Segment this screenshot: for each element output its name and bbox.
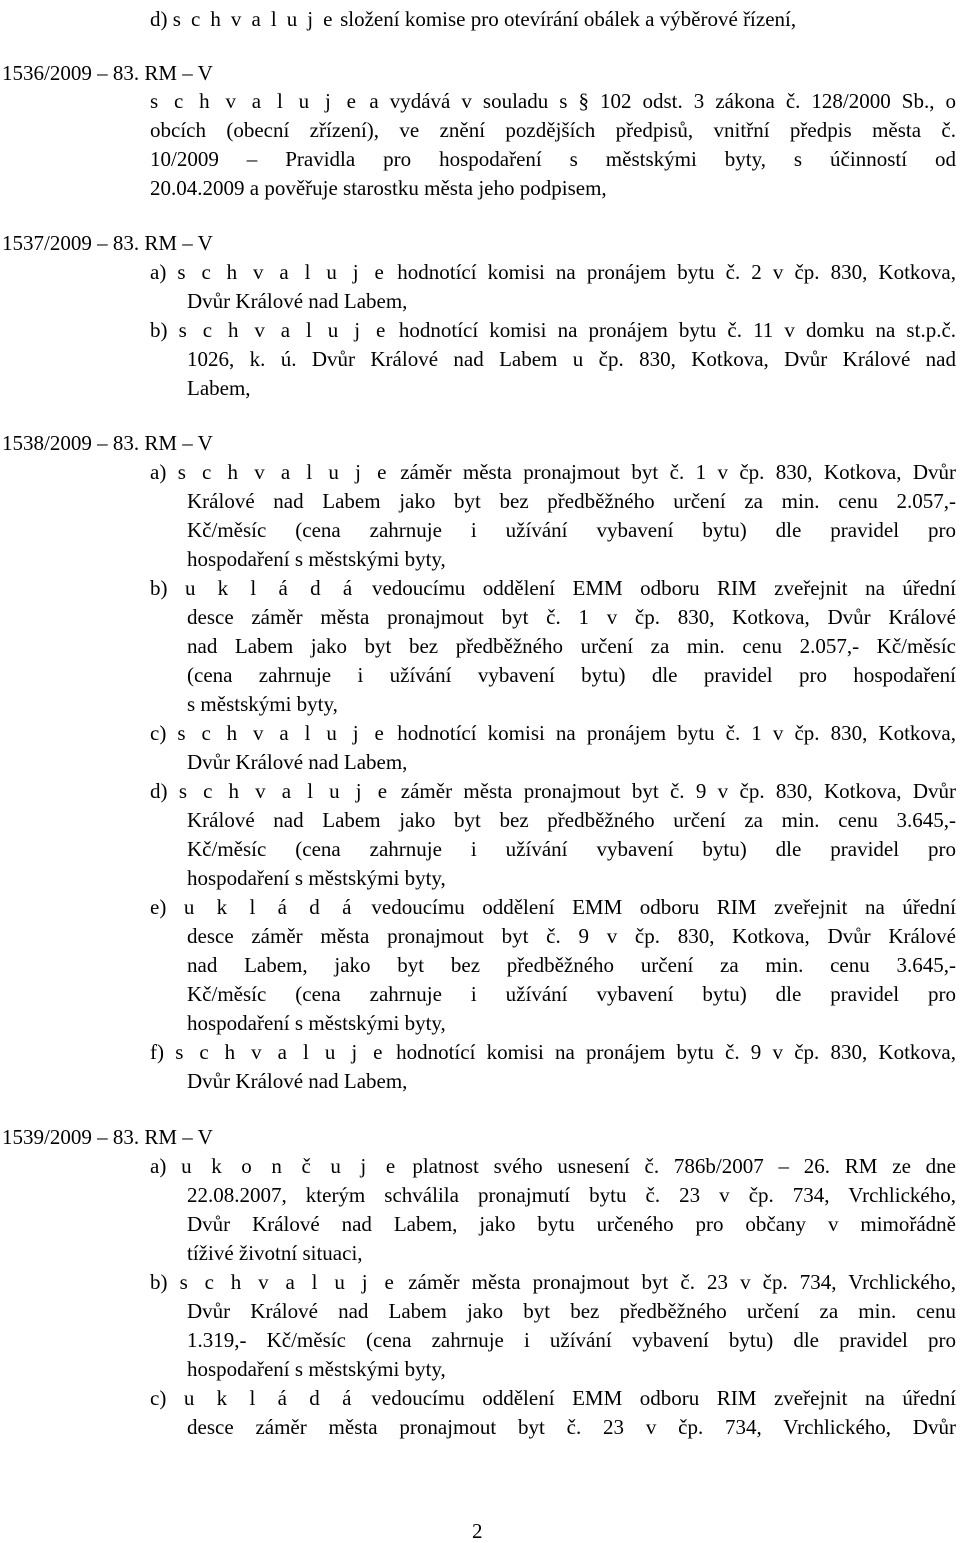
line-text: 20.04.2009 a pověřuje starostku města jeho podpisem, [150, 176, 607, 200]
line-text: s městskými byty, [187, 692, 338, 716]
resolution-keyword: u k l á d á [183, 895, 354, 919]
line-text: hodnotící komisi na pronájem bytu č. 2 v čp. 830, Kotkova, [386, 260, 956, 284]
text-line [187, 488, 956, 514]
resolution-keyword: s c h v a l u j e [172, 7, 335, 31]
line-text: vedoucímu oddělení EMM odboru RIM zveřejnit na úřední [353, 895, 956, 919]
text-line [150, 117, 956, 143]
resolution-keyword: s c h v a l u j e [150, 89, 359, 113]
text-line [150, 1385, 956, 1411]
line-text: 1026, k. ú. Dvůr Králové nad Labem u čp. 830, Kotkova, Dvůr Králové nad [187, 347, 956, 371]
text-line [2, 1124, 213, 1150]
text-line [187, 1298, 956, 1324]
line-text: vedoucímu oddělení EMM odboru RIM zveřejnit na úřední [353, 1386, 956, 1410]
line-text: hodnotící komisi na pronájem bytu č. 9 v čp. 830, Kotkova, [384, 1040, 956, 1064]
line-text: Labem, [187, 376, 251, 400]
text-line [187, 662, 956, 688]
text-line [150, 1039, 956, 1065]
item-label: f) [150, 1040, 176, 1064]
line-text: 1537/2009 – 83. RM – V [2, 231, 213, 255]
text-line [187, 604, 956, 630]
item-label: a) [150, 460, 178, 484]
text-line [150, 175, 607, 201]
line-text: Kč/měsíc (cena zahrnuje i užívání vybavení bytu) dle pravidel pro [187, 982, 956, 1006]
line-text: vedoucímu oddělení EMM odboru RIM zveřejnit na úřední [354, 576, 956, 600]
item-label: a) [150, 260, 178, 284]
line-text: Dvůr Králové nad Labem, [187, 289, 408, 313]
line-text: Dvůr Králové nad Labem, [187, 750, 408, 774]
line-text: tíživé životní situaci, [187, 1241, 363, 1265]
text-line [187, 1414, 956, 1440]
line-text: hodnotící komisi na pronájem bytu č. 1 v čp. 830, Kotkova, [386, 721, 956, 745]
line-text: hospodaření s městskými byty, [187, 866, 446, 890]
item-label: a) [150, 1154, 182, 1178]
text-line [187, 923, 956, 949]
line-text: Králové nad Labem jako byt bez předběžného určení za min. cenu 3.645,- [187, 808, 956, 832]
line-text: 10/2009 – Pravidla pro hospodaření s městskými byty, s účinností od [150, 147, 956, 171]
line-text: desce záměr města pronajmout byt č. 23 v čp. 734, Vrchlického, Dvůr [187, 1415, 956, 1439]
line-text: záměr města pronajmout byt č. 1 v čp. 830, Kotkova, Dvůr [388, 460, 957, 484]
text-line [150, 88, 956, 114]
line-text: hodnotící komisi na pronájem bytu č. 11 v domku na st.p.č. [387, 318, 957, 342]
line-text: nad Labem, jako byt bez předběžného určení za min. cenu 3.645,- [187, 953, 956, 977]
text-line [187, 1211, 956, 1237]
text-line [150, 259, 956, 285]
text-line [187, 691, 338, 717]
text-line [150, 1153, 956, 1179]
line-text: platnost svého usnesení č. 786b/2007 – 26. RM ze dne [397, 1154, 956, 1178]
text-line [187, 749, 407, 775]
line-text: a vydává v souladu s § 102 odst. 3 zákona č. 128/2000 Sb., o [358, 89, 956, 113]
line-text: hospodaření s městskými byty, [187, 1011, 446, 1035]
line-text: 1536/2009 – 83. RM – V [2, 61, 213, 85]
line-text: Kč/měsíc (cena zahrnuje i užívání vybavení bytu) dle pravidel pro [187, 837, 956, 861]
line-text: 1539/2009 – 83. RM – V [2, 1125, 213, 1149]
text-line [150, 459, 956, 485]
line-text: Králové nad Labem jako byt bez předběžného určení za min. cenu 2.057,- [187, 489, 956, 513]
text-line [187, 288, 407, 314]
text-line [187, 375, 251, 401]
item-label: e) [150, 895, 184, 919]
line-text: 22.08.2007, kterým schválila pronajmutí bytu č. 23 v čp. 734, Vrchlického, [187, 1183, 956, 1207]
resolution-keyword: s c h v a l u j e [178, 779, 390, 803]
line-text: obcích (obecní zřízení), ve znění pozdějších předpisů, vnitřní předpis města č. [150, 118, 956, 142]
text-line [150, 146, 956, 172]
resolution-keyword: u k l á d á [184, 576, 355, 600]
line-text: desce záměr města pronajmout byt č. 9 v čp. 830, Kotkova, Dvůr Králové [187, 924, 956, 948]
text-line [187, 865, 446, 891]
item-label: d) [150, 779, 179, 803]
text-line [187, 836, 956, 862]
text-line [187, 1182, 956, 1208]
item-label: c) [150, 721, 178, 745]
text-line [187, 981, 956, 1007]
text-line [150, 1269, 956, 1295]
line-text: záměr města pronajmout byt č. 9 v čp. 830, Kotkova, Dvůr [389, 779, 957, 803]
resolution-keyword: u k l á d á [183, 1386, 354, 1410]
text-line [187, 517, 956, 543]
text-line [187, 807, 956, 833]
text-line [187, 546, 446, 572]
resolution-keyword: s c h v a l u j e [177, 721, 387, 745]
text-line [2, 430, 213, 456]
line-text: záměr města pronajmout byt č. 23 v čp. 734, Vrchlického, [396, 1270, 957, 1294]
line-text: Kč/měsíc (cena zahrnuje i užívání vybavení bytu) dle pravidel pro [187, 518, 956, 542]
line-text: hospodaření s městskými byty, [187, 547, 446, 571]
line-text: hospodaření s městskými byty, [187, 1357, 446, 1381]
item-label: b) [150, 1270, 180, 1294]
line-text: Dvůr Králové nad Labem jako byt bez předběžného určení za min. cenu [187, 1299, 956, 1323]
text-line [187, 1010, 446, 1036]
text-line [187, 1327, 956, 1353]
text-line [187, 1240, 363, 1266]
resolution-keyword: u k o n č u j e [181, 1154, 398, 1178]
text-line [187, 346, 956, 372]
text-line [187, 633, 956, 659]
text-line [150, 778, 956, 804]
text-line [150, 575, 956, 601]
item-label: b) [150, 318, 179, 342]
text-line [150, 317, 956, 343]
text-line [2, 60, 213, 86]
resolution-keyword: s c h v a l u j e [177, 260, 387, 284]
item-label: b) [150, 576, 185, 600]
line-text: Dvůr Králové nad Labem, jako bytu určeného pro občany v mimořádně [187, 1212, 956, 1236]
resolution-keyword: s c h v a l u j e [175, 1040, 385, 1064]
text-line [187, 952, 956, 978]
line-text: nad Labem jako byt bez předběžného určení za min. cenu 2.057,- Kč/měsíc [187, 634, 956, 658]
line-text: složení komise pro otevírání obálek a výběrové řízení, [334, 7, 797, 31]
line-text: (cena zahrnuje i užívání vybavení bytu) dle pravidel pro hospodaření [187, 663, 956, 687]
line-text: 1538/2009 – 83. RM – V [2, 431, 213, 455]
resolution-keyword: s c h v a l u j e [179, 1270, 397, 1294]
item-label: d) [150, 7, 173, 31]
line-text: Dvůr Králové nad Labem, [187, 1069, 408, 1093]
text-line [187, 1068, 407, 1094]
text-line [150, 6, 796, 32]
resolution-keyword: s c h v a l u j e [177, 460, 389, 484]
line-text: desce záměr města pronajmout byt č. 1 v čp. 830, Kotkova, Dvůr Králové [187, 605, 956, 629]
resolution-keyword: s c h v a l u j e [178, 318, 388, 342]
line-text: 1.319,- Kč/měsíc (cena zahrnuje i užívání vybavení bytu) dle pravidel pro [187, 1328, 956, 1352]
page-number: 2 [472, 1519, 483, 1543]
text-line [187, 1356, 446, 1382]
text-line [2, 230, 213, 256]
item-label: c) [150, 1386, 184, 1410]
text-line [150, 894, 956, 920]
text-line [150, 720, 956, 746]
